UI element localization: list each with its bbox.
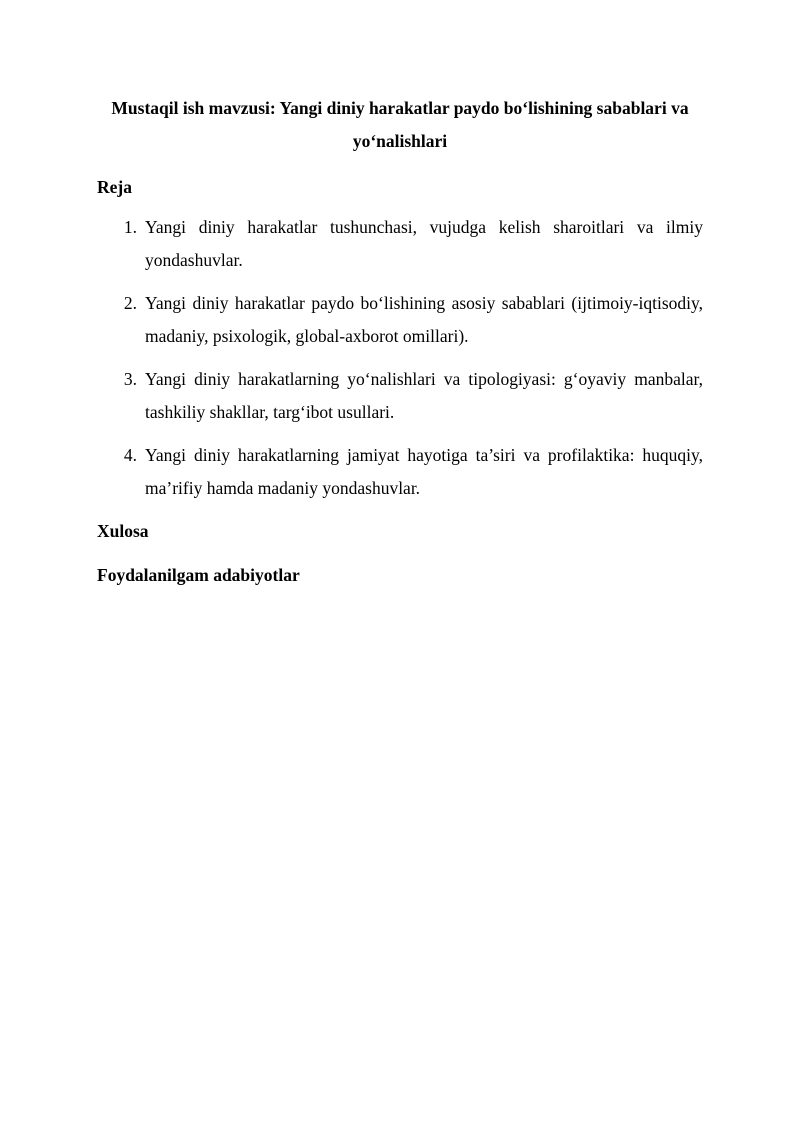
plan-item-number: 1.	[123, 217, 137, 237]
plan-item-number: 4.	[123, 445, 137, 465]
plan-item-text: Yangi diniy harakatlarning jamiyat hayotiga ta’siri va profilaktika: huquqiy, ma’rifiy hamda madaniy yondashuvlar.	[145, 445, 703, 498]
plan-item-text: Yangi diniy harakatlar tushunchasi, vujudga kelish sharoitlari va ilmiy yondashuvlar.	[145, 217, 703, 270]
plan-item-4	[97, 439, 703, 505]
document-body	[97, 92, 703, 592]
plan-item-2	[97, 287, 703, 353]
plan-heading: Reja	[97, 177, 132, 197]
document-title: Mustaqil ish mavzusi: Yangi diniy harakatlar paydo bo‘lishining sabablari va yo‘nalishlari	[111, 98, 689, 151]
plan-item-number: 3.	[123, 369, 137, 389]
plan-item-text: Yangi diniy harakatlar paydo bo‘lishining asosiy sabablari (ijtimoiy-iqtisodiy, madaniy, psixologik, global-axborot omillari).	[145, 293, 703, 346]
plan-item-3	[97, 363, 703, 429]
references-heading: Foydalanilgam adabiyotlar	[97, 565, 300, 585]
plan-item-1	[97, 211, 703, 277]
plan-item-text: Yangi diniy harakatlarning yo‘nalishlari va tipologiyasi: g‘oyaviy manbalar, tashkiliy shakllar, targ‘ibot usullari.	[145, 369, 703, 422]
plan-item-number: 2.	[123, 293, 137, 313]
conclusion-heading: Xulosa	[97, 521, 149, 541]
plan-list	[97, 211, 703, 505]
